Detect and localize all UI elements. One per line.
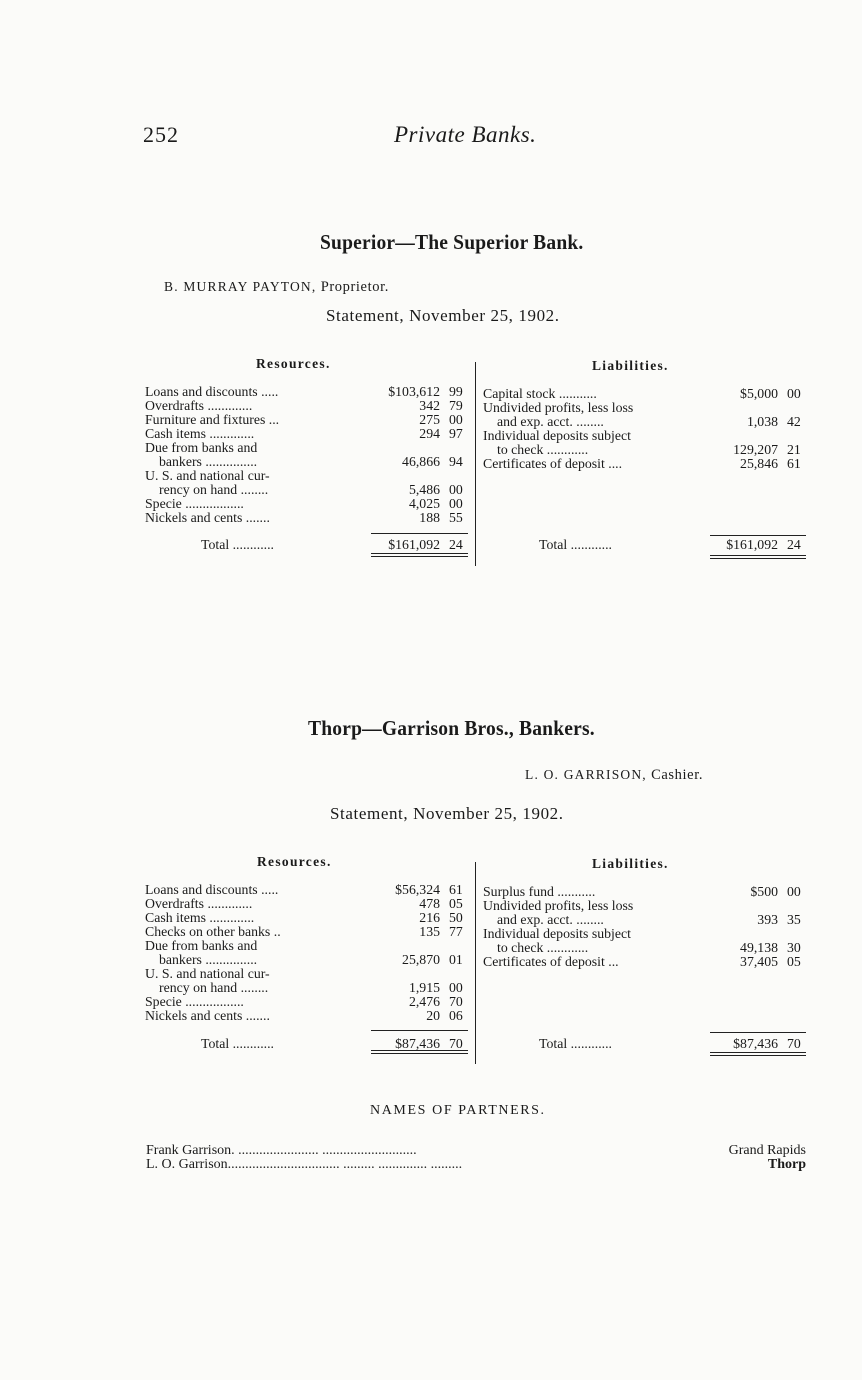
item-label: to check ............ — [497, 442, 589, 457]
item-label: Loans and discounts ..... — [145, 384, 279, 399]
ledger-row — [145, 981, 475, 995]
item-label: Nickels and cents ....... — [145, 1008, 270, 1023]
amount-dollars: $500 — [750, 884, 778, 899]
item-label: Specie ................. — [145, 496, 244, 511]
amount-cents: 30 — [787, 940, 801, 955]
item-label: Capital stock ........... — [483, 386, 597, 401]
amount-cents: 00 — [449, 980, 463, 995]
amount-dollars: $56,324 — [395, 882, 440, 897]
amount-cents: 77 — [449, 924, 463, 939]
amount-cents: 00 — [449, 496, 463, 511]
amount-cents: 00 — [449, 412, 463, 427]
amount-cents: 79 — [449, 398, 463, 413]
ledger-row — [145, 441, 475, 455]
ledger-row — [145, 925, 475, 939]
ledger-row — [145, 911, 475, 925]
amount-dollars: $87,436 — [733, 1036, 778, 1051]
partner-town: Grand Rapids — [728, 1143, 806, 1158]
item-label: bankers ............... — [159, 454, 258, 469]
amount-cents: 61 — [787, 456, 801, 471]
item-label: Loans and discounts ..... — [145, 882, 279, 897]
ledger-row — [483, 899, 813, 913]
item-label: to check ............ — [497, 940, 589, 955]
item-label: U. S. and national cur- — [145, 966, 270, 981]
ledger-row — [145, 469, 475, 483]
amount-cents: 55 — [449, 510, 463, 525]
ledger-row — [483, 913, 813, 927]
item-label: and exp. acct. ........ — [497, 414, 604, 429]
ledger-row — [145, 497, 475, 511]
total-double-rule — [710, 558, 806, 559]
officer-name: L. O. GARRISON, — [525, 767, 647, 782]
item-label: rency on hand ........ — [159, 482, 269, 497]
amount-cents: 24 — [787, 537, 801, 552]
amount-dollars: $161,092 — [726, 537, 778, 552]
amount-dollars: 49,138 — [740, 940, 778, 955]
item-label: Certificates of deposit .... — [483, 456, 623, 471]
total-double-rule — [371, 553, 468, 554]
amount-cents: 05 — [787, 954, 801, 969]
amount-cents: 50 — [449, 910, 463, 925]
ledger-row — [483, 927, 813, 941]
amount-cents: 00 — [787, 884, 801, 899]
amount-dollars: 188 — [419, 510, 440, 525]
total-double-rule — [710, 555, 806, 556]
sum-rule — [710, 535, 806, 536]
amount-dollars: $5,000 — [740, 386, 778, 401]
total-label: Total ............ — [539, 1036, 612, 1051]
item-label: Checks on other banks .. — [145, 924, 281, 939]
amount-dollars: 2,476 — [408, 994, 440, 1009]
item-label: Individual deposits subject — [483, 428, 631, 443]
ledger-row — [145, 1009, 475, 1023]
amount-dollars: 1,038 — [746, 414, 778, 429]
amount-cents: 35 — [787, 912, 801, 927]
amount-dollars: 4,025 — [408, 496, 440, 511]
item-label: Due from banks and — [145, 440, 258, 455]
bank-officer — [164, 279, 389, 296]
amount-cents: 06 — [449, 1008, 463, 1023]
total-row — [145, 538, 475, 552]
amount-cents: 21 — [787, 442, 801, 457]
ledger-row — [145, 939, 475, 953]
ledger-row — [483, 457, 813, 471]
bank-title: Superior—The Superior Bank. — [320, 230, 584, 254]
item-label: and exp. acct. ........ — [497, 912, 604, 927]
item-label: Cash items ............. — [145, 426, 255, 441]
statement-date: Statement, November 25, 1902. — [326, 306, 560, 325]
item-label: Individual deposits subject — [483, 926, 631, 941]
amount-cents: 94 — [449, 454, 463, 469]
ledger-row — [145, 385, 475, 399]
sum-rule — [371, 1030, 468, 1031]
ledger-row — [483, 955, 813, 969]
amount-cents: 24 — [449, 537, 463, 552]
total-double-rule — [371, 1053, 468, 1054]
amount-dollars: 478 — [419, 896, 440, 911]
amount-dollars: 216 — [419, 910, 440, 925]
item-label: bankers ............... — [159, 952, 258, 967]
resources-heading: Resources. — [256, 356, 331, 371]
ledger-row — [483, 401, 813, 415]
officer-role: Proprietor. — [320, 279, 389, 295]
total-double-rule — [710, 1055, 806, 1056]
partner-name: Frank Garrison. ....................... ........................... — [146, 1143, 417, 1158]
total-double-rule — [710, 1052, 806, 1053]
item-label: Undivided profits, less loss — [483, 400, 634, 415]
liabilities-heading: Liabilities. — [592, 358, 669, 373]
running-head: Private Banks. — [394, 122, 537, 147]
amount-dollars: 129,207 — [733, 442, 778, 457]
item-label: rency on hand ........ — [159, 980, 269, 995]
amount-cents: 97 — [449, 426, 463, 441]
item-label: Surplus fund ........... — [483, 884, 596, 899]
amount-dollars: 46,866 — [402, 454, 440, 469]
ledger-row — [145, 967, 475, 981]
total-label: Total ............ — [539, 537, 612, 552]
amount-cents: 70 — [787, 1036, 801, 1051]
ledger-row — [145, 399, 475, 413]
item-label: Overdrafts ............. — [145, 896, 253, 911]
ledger-row — [145, 897, 475, 911]
column-divider — [475, 862, 476, 1064]
total-label: Total ............ — [201, 537, 274, 552]
amount-dollars: 20 — [426, 1008, 440, 1023]
liabilities-heading: Liabilities. — [592, 856, 669, 871]
page-number: 252 — [143, 122, 179, 147]
ledger-row — [145, 953, 475, 967]
column-divider — [475, 362, 476, 566]
amount-cents: 01 — [449, 952, 463, 967]
amount-dollars: 342 — [419, 398, 440, 413]
total-row — [483, 538, 813, 552]
resources-heading: Resources. — [257, 854, 332, 869]
amount-dollars: 37,405 — [740, 954, 778, 969]
amount-dollars: $103,612 — [388, 384, 440, 399]
ledger-row — [145, 995, 475, 1009]
amount-dollars: $87,436 — [395, 1036, 440, 1051]
total-label: Total ............ — [201, 1036, 274, 1051]
ledger-row — [145, 427, 475, 441]
amount-dollars: 25,846 — [740, 456, 778, 471]
amount-dollars: 393 — [757, 912, 778, 927]
amount-dollars: 5,486 — [408, 482, 440, 497]
bank-officer — [525, 767, 703, 784]
ledger-row — [145, 455, 475, 469]
item-label: Furniture and fixtures ... — [145, 412, 280, 427]
amount-cents: 70 — [449, 994, 463, 1009]
amount-cents: 99 — [449, 384, 463, 399]
total-row — [483, 1037, 813, 1051]
amount-cents: 00 — [449, 482, 463, 497]
amount-dollars: 135 — [419, 924, 440, 939]
ledger-row — [145, 483, 475, 497]
amount-cents: 00 — [787, 386, 801, 401]
item-label: Cash items ............. — [145, 910, 255, 925]
amount-cents: 70 — [449, 1036, 463, 1051]
item-label: Undivided profits, less loss — [483, 898, 634, 913]
partners-heading: NAMES OF PARTNERS. — [370, 1103, 546, 1118]
ledger-row — [145, 511, 475, 525]
item-label: Nickels and cents ....... — [145, 510, 270, 525]
ledger-row — [483, 387, 813, 401]
amount-cents: 05 — [449, 896, 463, 911]
total-row — [145, 1037, 475, 1051]
partner-town: Thorp — [767, 1157, 806, 1172]
item-label: Overdrafts ............. — [145, 398, 253, 413]
amount-dollars: 1,915 — [408, 980, 440, 995]
officer-role: Cashier. — [651, 767, 704, 783]
amount-cents: 42 — [787, 414, 801, 429]
amount-dollars: 294 — [419, 426, 440, 441]
ledger-row — [483, 429, 813, 443]
ledger-row — [483, 415, 813, 429]
amount-cents: 61 — [449, 882, 463, 897]
officer-name: B. MURRAY PAYTON, — [164, 279, 317, 294]
item-label: Certificates of deposit ... — [483, 954, 619, 969]
amount-dollars: 275 — [419, 412, 440, 427]
total-double-rule — [371, 556, 468, 557]
item-label: Due from banks and — [145, 938, 258, 953]
ledger-row — [145, 883, 475, 897]
sum-rule — [371, 533, 468, 534]
sum-rule — [710, 1032, 806, 1033]
ledger-row — [483, 443, 813, 457]
amount-dollars: $161,092 — [388, 537, 440, 552]
ledger-row — [145, 413, 475, 427]
bank-title: Thorp—Garrison Bros., Bankers. — [308, 716, 595, 740]
statement-date: Statement, November 25, 1902. — [330, 804, 564, 823]
partner-row — [146, 1144, 806, 1158]
item-label: Specie ................. — [145, 994, 244, 1009]
partner-row — [146, 1158, 806, 1172]
amount-dollars: 25,870 — [402, 952, 440, 967]
ledger-row — [483, 941, 813, 955]
item-label: U. S. and national cur- — [145, 468, 270, 483]
partner-name: L. O. Garrison................................ ......... .............. ......... — [146, 1157, 463, 1172]
ledger-row — [483, 885, 813, 899]
